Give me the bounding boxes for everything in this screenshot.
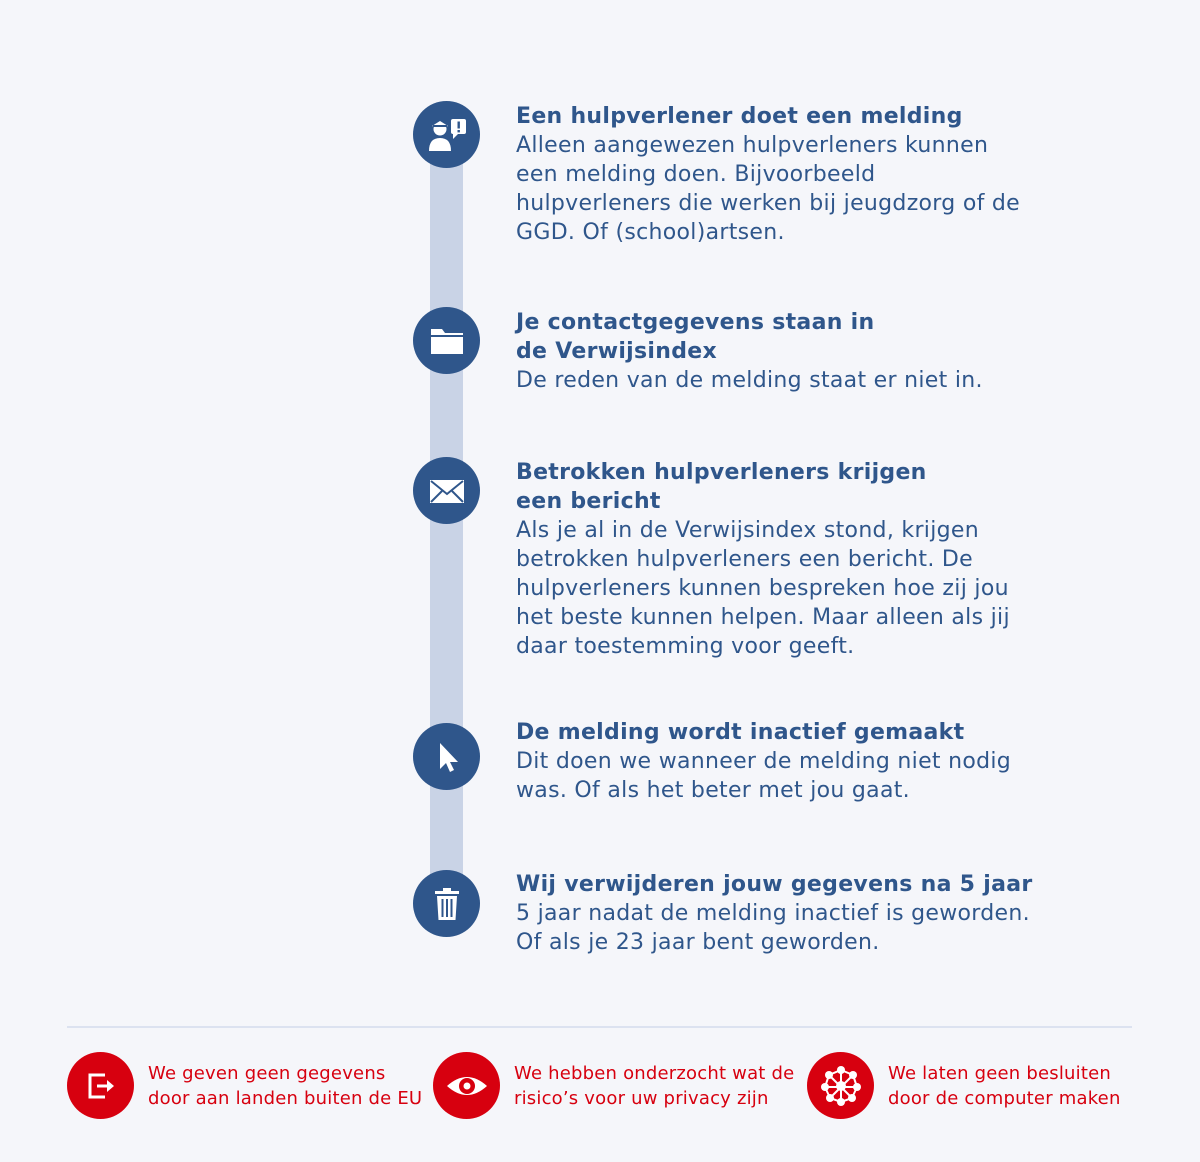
step-1-body: Alleen aangewezen hulpverleners kunnen een melding doen. Bijvoorbeeld hulpverleners die werken bij jeugdzorg of de GGD. Of (school)artsen. <box>516 133 1021 245</box>
footer-text-no-export: We geven geen gegevens door aan landen buiten de EU <box>148 1062 423 1109</box>
footer-divider <box>67 1026 1132 1028</box>
footer-text-privacy-risks: We hebben onderzocht wat de risico’s voor uw privacy zijn <box>514 1062 795 1109</box>
footer-text-no-automated-decisions: We laten geen besluiten door de computer maken <box>888 1062 1121 1109</box>
step-4-title: De melding wordt inactief gemaakt <box>516 720 965 745</box>
cursor-icon <box>413 723 480 790</box>
step-2 <box>516 308 1056 395</box>
footer-item-no-automated-decisions <box>807 1052 1121 1119</box>
envelope-icon <box>413 457 480 524</box>
step-3 <box>516 458 1056 661</box>
network-icon <box>807 1052 874 1119</box>
step-5 <box>516 870 1056 957</box>
footer-item-privacy-risks <box>433 1052 794 1119</box>
step-5-title: Wij verwijderen jouw gegevens na 5 jaar <box>516 872 1033 897</box>
step-2-body: De reden van de melding staat er niet in. <box>516 368 983 393</box>
step-3-title: Betrokken hulpverleners krijgen een bericht <box>516 460 927 514</box>
step-1-title: Een hulpverlener doet een melding <box>516 104 963 129</box>
step-2-title: Je contactgegevens staan in de Verwijsindex <box>516 310 875 364</box>
step-3-body: Als je al in de Verwijsindex stond, krijgen betrokken hulpverleners een bericht. De hulpverleners kunnen bespreken hoe zij jou het beste kunnen helpen. Maar alleen als jij daar toestemming voor geeft. <box>516 518 1010 659</box>
step-5-body: 5 jaar nadat de melding inactief is geworden. Of als je 23 jaar bent geworden. <box>516 901 1030 955</box>
reporter-alert-icon <box>413 101 480 168</box>
step-4-body: Dit doen we wanneer de melding niet nodig was. Of als het beter met jou gaat. <box>516 749 1012 803</box>
footer-item-no-export <box>67 1052 422 1119</box>
step-4 <box>516 718 1056 805</box>
folder-icon <box>413 307 480 374</box>
step-1 <box>516 102 1056 247</box>
eye-icon <box>433 1052 500 1119</box>
trash-icon <box>413 870 480 937</box>
export-icon <box>67 1052 134 1119</box>
